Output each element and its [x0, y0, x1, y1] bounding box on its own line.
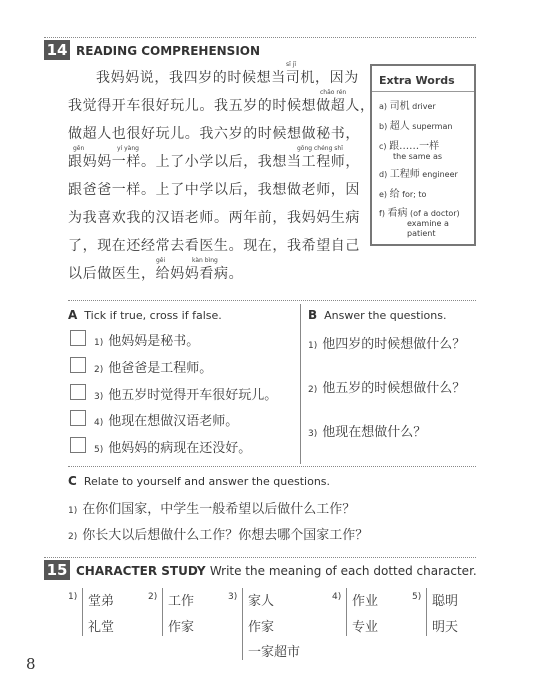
cs-word: 家人 — [248, 594, 275, 609]
partA-statement-4: 4) 他现在想做汉语老师。 — [94, 414, 239, 429]
pinyin-chaoren: chāo rén — [320, 89, 347, 96]
partA-statement-3: 3) 他五岁时觉得开车很好玩儿。 — [94, 388, 278, 403]
partC-question-1: 1) 在你们国家，中学生一般希望以后做什么工作？ — [68, 502, 356, 517]
partC-top-rule — [68, 466, 476, 467]
pinyin-yiyang: yí yàng — [117, 145, 139, 152]
partA-instruction: A Tick if true, cross if false. — [68, 308, 222, 322]
pinyin-siji: sī jī — [286, 61, 297, 68]
cs-word: 一家超市 — [248, 645, 301, 660]
extra-words-box — [370, 64, 476, 246]
passage-line-2: 我觉得开车很好玩儿。我五岁的时候想做超人， — [68, 98, 375, 114]
cs-word: 聪明 — [432, 594, 459, 609]
cs-word: 工作 — [168, 594, 195, 609]
partA-checkbox-3[interactable] — [70, 384, 86, 400]
partC-instruction: C Relate to yourself and answer the questions. — [68, 474, 331, 488]
extra-word-b: b) 超人 superman — [379, 121, 453, 132]
passage-line-6: 为我喜欢我的汉语老师。两年前，我妈妈生病 — [68, 210, 360, 226]
passage-line-4: 跟妈妈一样。上了小学以后，我想当工程师， — [68, 154, 360, 170]
section15-top-rule — [44, 557, 476, 558]
section14-title: READING COMPREHENSION — [76, 44, 261, 58]
passage-line-1: 我妈妈说，我四岁的时候想当司机，因为 — [96, 70, 359, 86]
partA-statement-2: 2) 他爸爸是工程师。 — [94, 361, 213, 376]
passage-line-5: 跟爸爸一样。上了中学以后，我想做老师，因 — [68, 182, 360, 198]
extra-word-f: f) 看病 (of a doctor) examine a patient — [379, 208, 460, 238]
cs-word: 专业 — [352, 620, 379, 635]
section15-title: CHARACTER STUDY Write the meaning of each dotted character. — [76, 564, 477, 578]
cs-word: 作业 — [352, 594, 379, 609]
partA-checkbox-4[interactable] — [70, 410, 86, 426]
section15-number: 15 — [44, 560, 70, 580]
partA-statement-1: 1) 他妈妈是秘书。 — [94, 334, 200, 349]
extra-words-title: Extra Words — [372, 66, 474, 92]
partB-instruction: B Answer the questions. — [308, 308, 447, 322]
pinyin-gei: gěi — [156, 257, 166, 264]
section14-top-rule — [44, 37, 476, 38]
partA-checkbox-1[interactable] — [70, 330, 86, 346]
pinyin-gongchengshi: gōng chéng shī — [297, 145, 343, 152]
passage-line-7: 了，现在还经常去看医生。现在，我希望自己 — [68, 238, 360, 254]
partB-question-2: 2) 他五岁的时候想做什么？ — [308, 381, 466, 396]
passage-line-3: 做超人也很好玩儿。我六岁的时候想做秘书， — [68, 126, 360, 142]
pinyin-kanbing: kàn bìng — [192, 257, 218, 264]
cs-word: 明天 — [432, 620, 459, 635]
partA-statement-5: 5) 他妈妈的病现在还没好。 — [94, 441, 252, 456]
extra-word-a: a) 司机 driver — [379, 101, 436, 112]
passage-line-8: 以后做医生，给妈妈看病。 — [68, 266, 244, 282]
partB-question-3: 3) 他现在想做什么？ — [308, 425, 427, 440]
cs-word: 堂弟 — [88, 594, 115, 609]
section14-number: 14 — [44, 40, 70, 60]
pinyin-gen: gēn — [73, 145, 85, 152]
extra-word-c: c) 跟……一样 the same as — [379, 141, 443, 161]
extra-word-d: d) 工程师 engineer — [379, 169, 458, 180]
partA-checkbox-2[interactable] — [70, 357, 86, 373]
parts-ab-divider — [300, 304, 301, 464]
extra-word-e: e) 给 for; to — [379, 189, 427, 200]
parts-ab-top-rule — [68, 300, 476, 301]
cs-word: 作家 — [168, 620, 195, 635]
partB-question-1: 1) 他四岁的时候想做什么？ — [308, 337, 466, 352]
partC-question-2: 2) 你长大以后想做什么工作？你想去哪个国家工作？ — [68, 528, 369, 543]
page-number: 8 — [26, 655, 36, 673]
partA-checkbox-5[interactable] — [70, 437, 86, 453]
cs-word: 作家 — [248, 620, 275, 635]
cs-word: 礼堂 — [88, 620, 115, 635]
